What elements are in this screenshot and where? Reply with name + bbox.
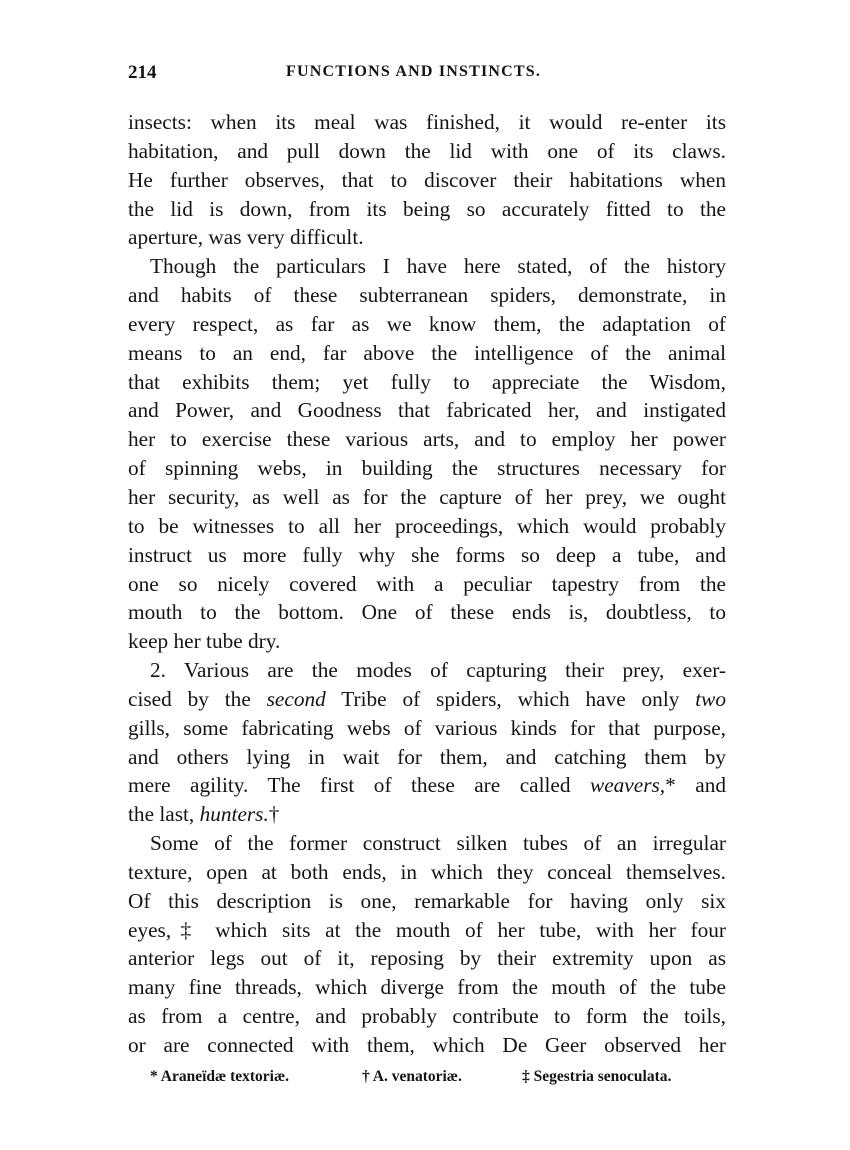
text-run: cised by the: [128, 686, 267, 711]
text-line: means to an end, far above the intelligence of the animal: [128, 340, 726, 365]
text-line: keep her tube dry.: [128, 629, 281, 654]
text-line: Some of the former construct silken tubes of an irregular: [150, 831, 726, 856]
page-header: [128, 62, 728, 92]
text-line: He further observes, that to discover their habitations when: [128, 167, 726, 192]
text-line: that exhibits them; yet fully to appreciate the Wisdom,: [128, 369, 726, 394]
text-line: the lid is down, from its being so accurately fitted to the: [128, 196, 726, 221]
text-line: and habits of these subterranean spiders, demonstrate, in: [128, 283, 726, 308]
text-line: as from a centre, and probably contribute to form the toils,: [128, 1004, 726, 1029]
page-number: 214: [128, 62, 157, 83]
text-line: gills, some fabricating webs of various kinds for that purpose,: [128, 715, 726, 740]
text-run: Tribe of spiders, which have only: [325, 686, 696, 711]
text-line: habitation, and pull down the lid with one of its claws.: [128, 138, 726, 163]
text-line: Though the particulars I have here stated, of the history: [150, 254, 726, 279]
text-run: mere agility. The first of these are called: [128, 773, 590, 798]
text-line: mouth to the bottom. One of these ends is, doubtless, to: [128, 600, 726, 625]
italic-term: hunters.: [199, 802, 269, 827]
text-line: [128, 800, 726, 829]
text-line: and Power, and Goodness that fabricated her, and instigated: [128, 398, 726, 423]
text-run: * and: [665, 773, 726, 798]
body-text: [128, 108, 726, 1060]
text-line: to be witnesses to all her proceedings, which would probably: [128, 513, 726, 538]
text-line: of spinning webs, in building the structures necessary for: [128, 456, 726, 481]
italic-term: weavers,: [590, 773, 666, 798]
text-line: 2. Various are the modes of capturing their prey, exer-: [150, 658, 726, 683]
running-head: FUNCTIONS AND INSTINCTS.: [286, 63, 542, 80]
text-line: instruct us more fully why she forms so deep a tube, and: [128, 542, 726, 567]
italic-term: second: [266, 686, 326, 711]
text-run: the last,: [128, 802, 200, 827]
text-line: many fine threads, which diverge from the mouth of the tube: [128, 975, 726, 1000]
footnote-marker: †: [268, 802, 280, 827]
text-line: anterior legs out of it, reposing by their extremity upon as: [128, 946, 726, 971]
text-line: her security, as well as for the capture of her prey, we ought: [128, 484, 726, 509]
text-line: eyes,‡ which sits at the mouth of her tube, with her four: [128, 917, 726, 942]
text-line: aperture, was very difficult.: [128, 225, 364, 250]
text-line: [128, 771, 726, 800]
text-line: and others lying in wait for them, and catching them by: [128, 744, 726, 769]
footnote: † A. venatoriæ.: [362, 1068, 462, 1085]
footnote: * Araneïdæ textoriæ.: [150, 1068, 290, 1085]
text-line: texture, open at both ends, in which they conceal themselves.: [128, 859, 726, 884]
text-line: every respect, as far as we know them, the adaptation of: [128, 311, 726, 336]
text-line: Of this description is one, remarkable for having only six: [128, 888, 726, 913]
text-line: one so nicely covered with a peculiar tapestry from the: [128, 571, 726, 596]
text-line: her to exercise these various arts, and to employ her power: [128, 427, 726, 452]
text-line: [128, 685, 726, 714]
footnote: ‡ Segestria senoculata.: [522, 1068, 672, 1085]
text-line: insects: when its meal was finished, it would re-enter its: [128, 110, 726, 134]
text-line: or are connected with them, which De Geer observed her: [128, 1033, 726, 1057]
italic-term: two: [695, 686, 727, 711]
